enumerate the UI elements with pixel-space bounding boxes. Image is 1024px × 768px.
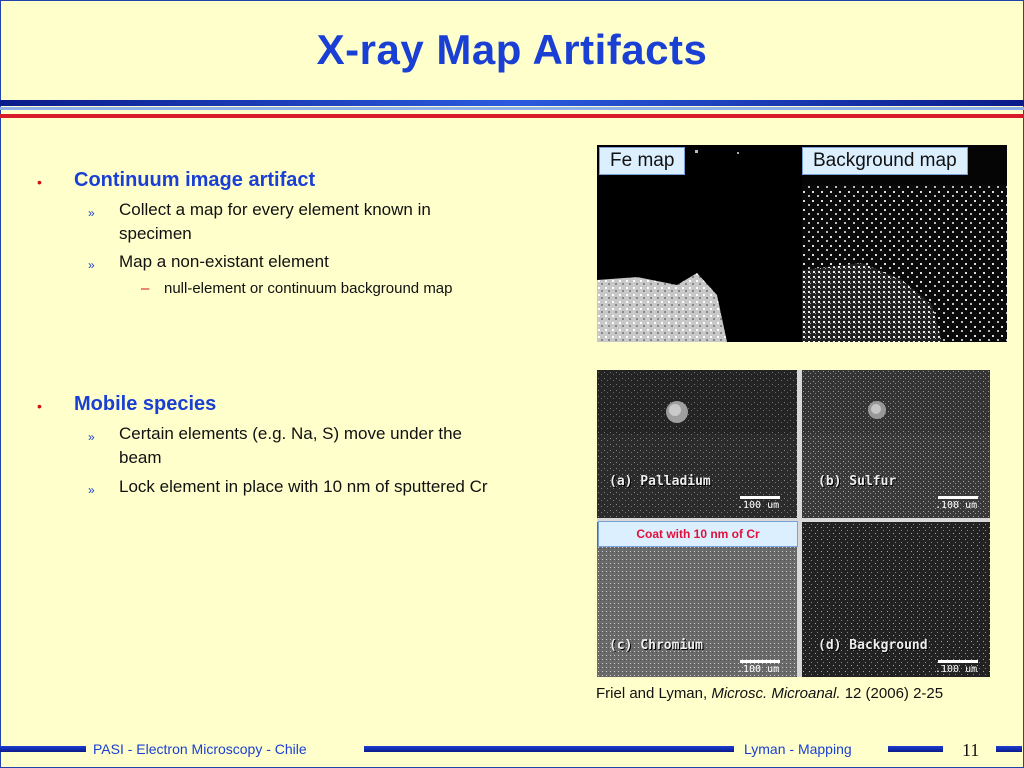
sub-bullet-icon: » [88, 258, 95, 272]
sub-item-text: null-element or continuum background map [164, 280, 453, 297]
panel-label-a: (a) Palladium [609, 474, 711, 489]
scale-label: .100 um [935, 664, 978, 675]
footer-rule [996, 746, 1022, 752]
sub-bullet-icon: » [88, 430, 95, 444]
item-text-continued: beam [119, 448, 162, 467]
panel-label-c: (c) Chromium [609, 638, 703, 653]
footer-rule [888, 746, 943, 752]
scale-bar [740, 660, 780, 663]
footer-rule [0, 746, 86, 752]
footer-center-text: Lyman - Mapping [744, 741, 852, 757]
citation-journal: Microsc. Microanal. [711, 685, 841, 702]
citation-volume: 12 (2006) 2-25 [840, 685, 944, 702]
dash-icon: – [141, 280, 150, 297]
item-text-continued: specimen [119, 224, 192, 243]
item-text: Certain elements (e.g. Na, S) move under the [119, 424, 462, 443]
coat-label: Coat with 10 nm of Cr [598, 521, 798, 547]
item-text: Collect a map for every element known in [119, 200, 431, 219]
title-divider-blue [0, 100, 1024, 106]
panel-label-b: (b) Sulfur [818, 474, 897, 489]
scale-bar [740, 496, 780, 499]
item-text: Map a non-existant element [119, 252, 329, 271]
footer-left-text: PASI - Electron Microscopy - Chile [93, 741, 307, 757]
section-heading-continuum: Continuum image artifact [74, 169, 316, 191]
sub-bullet-icon: » [88, 483, 95, 497]
section-heading-mobile: Mobile species [74, 393, 217, 415]
sub-bullet-icon: » [88, 206, 95, 220]
item-text: Lock element in place with 10 nm of sputtered Cr [119, 477, 488, 496]
fe-map-label: Fe map [599, 147, 685, 175]
bullet-icon: • [37, 174, 42, 190]
background-map-label: Background map [802, 147, 968, 175]
page-number: 11 [962, 740, 980, 760]
scale-bar [938, 660, 978, 663]
scale-bar [938, 496, 978, 499]
scale-label: .100 um [935, 500, 978, 511]
figure-citation [596, 685, 943, 702]
scale-label: .100 um [737, 664, 780, 675]
citation-authors: Friel and Lyman, [596, 685, 712, 702]
scale-label: .100 um [737, 500, 780, 511]
title-divider-red [0, 114, 1024, 118]
footer-rule [364, 746, 734, 752]
bullet-icon: • [37, 398, 42, 414]
title-divider-light [0, 107, 1024, 110]
panel-label-d: (d) Background [818, 638, 928, 653]
slide-title: X-ray Map Artifacts [316, 26, 708, 73]
